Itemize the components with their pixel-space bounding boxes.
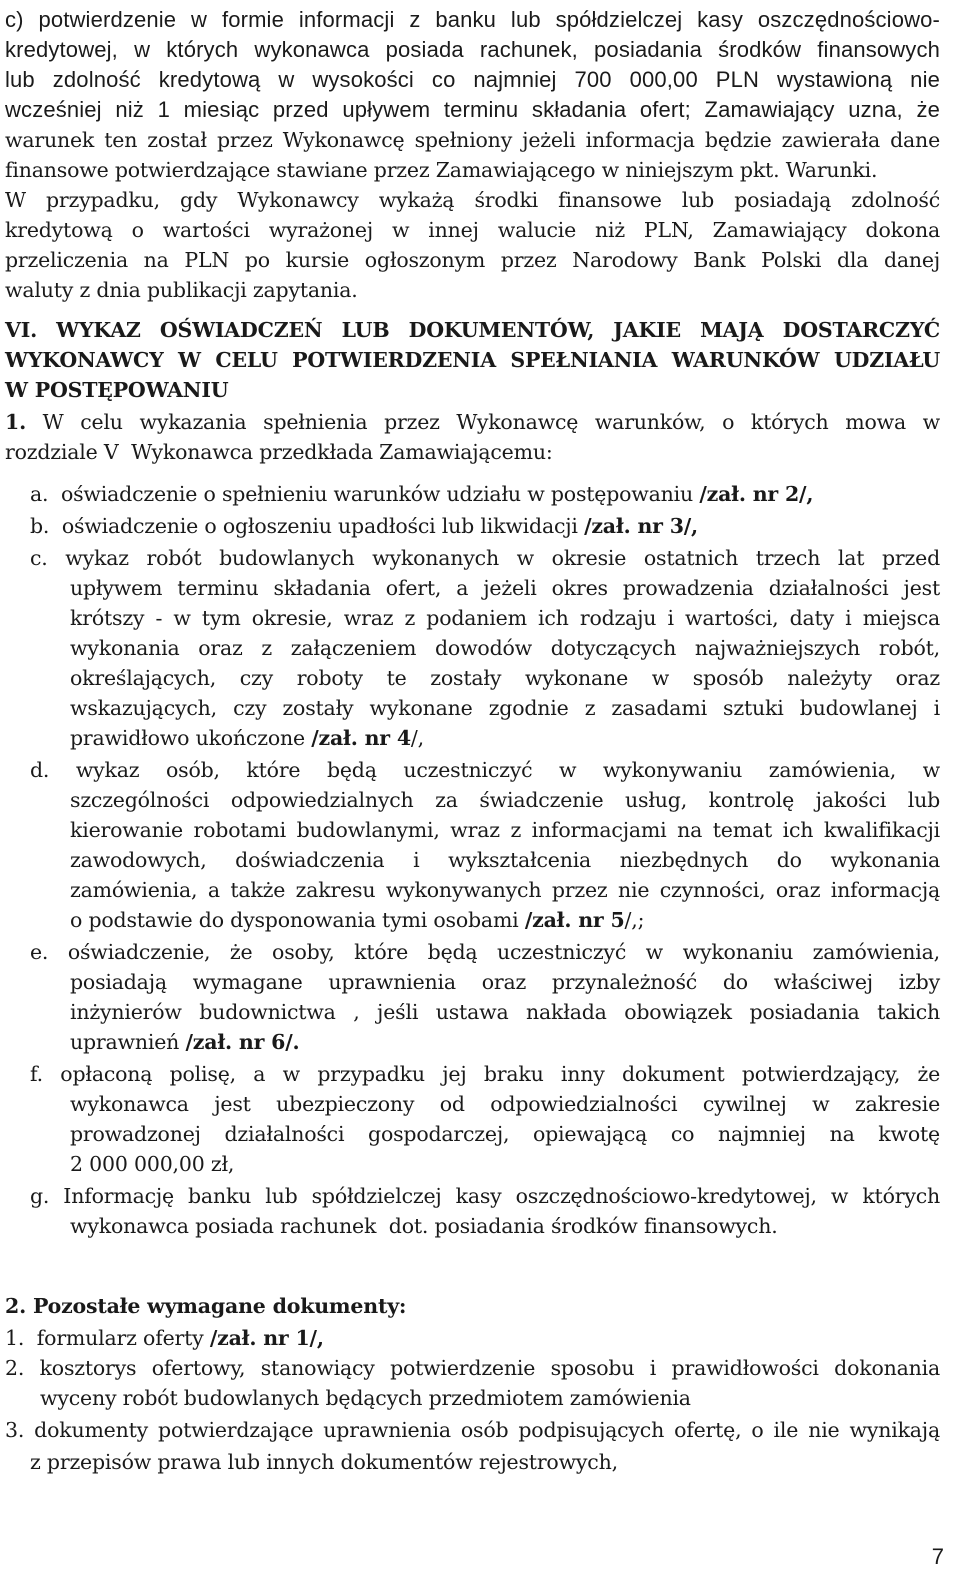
- text-line: [5, 245, 940, 275]
- text-line: [5, 215, 940, 245]
- line-text: o podstawie do dysponowania tymi osobami: [70, 908, 525, 932]
- text-line: [70, 905, 940, 935]
- line-text: z przepisów prawa lub innych dokumentów rejestrowych,: [30, 1450, 618, 1474]
- line-text: wykonawca posiada rachunek dot. posiadania środków finansowych.: [70, 1214, 778, 1238]
- line-text: inżynierów budownictwa , jeśli ustawa nakłada obowiązek posiadania takich: [70, 1000, 940, 1024]
- line-text: e. oświadczenie, że osoby, które będą uczestniczyć w wykonaniu zamówienia,: [30, 940, 940, 964]
- line-text: W przypadku, gdy Wykonawcy wykażą środki finansowe lub posiadają zdolność: [5, 188, 940, 212]
- line-text: zawodowych, doświadczenia i wykształcenia niezbędnych do wykonania: [70, 848, 940, 872]
- line-text: 2. kosztorys ofertowy, stanowiący potwierdzenie sposobu i prawidłowości dokonania: [5, 1356, 940, 1380]
- heading-line: [5, 375, 940, 405]
- line-suffix: /,;: [624, 908, 645, 932]
- text-line: [5, 407, 940, 437]
- text-line: [5, 1323, 940, 1353]
- line-text: wskazujących, czy zostały wykonane zgodnie z zasadami sztuki budowlanej i: [70, 696, 940, 720]
- text-line: [5, 35, 940, 65]
- text-line: [5, 65, 940, 95]
- line-text: wykonawca jest ubezpieczony od odpowiedzialności cywilnej w zakresie: [70, 1092, 940, 1116]
- text-line: [70, 633, 940, 663]
- text-line: [70, 603, 940, 633]
- text-line: [70, 573, 940, 603]
- line-text: b. oświadczenie o ogłoszeniu upadłości lub likwidacji: [30, 514, 585, 538]
- line-text: wyceny robót budowlanych będących przedmiotem zamówienia: [40, 1386, 691, 1410]
- text-line: [70, 815, 940, 845]
- text-line: [30, 511, 940, 541]
- line-text: lub zdolność kredytową w wysokości co najmniej 700 000,00 PLN wystawioną nie: [5, 67, 940, 92]
- page-number: 7: [931, 1544, 944, 1569]
- text-line: [5, 95, 940, 125]
- line-text: d. wykaz osób, które będą uczestniczyć w wykonywaniu zamówienia, w: [30, 758, 940, 782]
- text-line: [70, 1149, 940, 1179]
- heading-line: [5, 1291, 940, 1321]
- line-text: kredytowej, w których wykonawca posiada rachunek, posiadania środków finansowych: [5, 37, 940, 62]
- text-line: [70, 875, 940, 905]
- line-text: waluty z dnia publikacji zapytania.: [5, 278, 358, 302]
- line-text: wykonania oraz z załączeniem dowodów dotyczących najważniejszych robót,: [70, 636, 940, 660]
- text-line: [70, 1089, 940, 1119]
- line-text: krótszy - w tym okresie, wraz z podaniem ich rodzaju i wartości, daty i miejsca: [70, 606, 940, 630]
- line-text: 3. dokumenty potwierdzające uprawnienia osób podpisujących ofertę, o ile nie wynikają: [5, 1418, 940, 1442]
- line-text: szczególności odpowiedzialnych za świadczenie usług, kontrolę jakości lub: [70, 788, 940, 812]
- text-line: [70, 1119, 940, 1149]
- line-text: W celu wykazania spełnienia przez Wykonawcę warunków, o których mowa w: [26, 410, 940, 434]
- line-text: warunek ten został przez Wykonawcę spełniony jeżeli informacja będzie zawierała dane: [5, 128, 940, 152]
- heading-line: [5, 315, 940, 345]
- line-text: prawidłowo ukończone: [70, 726, 312, 750]
- line-text: przeliczenia na PLN po kursie ogłoszonym przez Narodowy Bank Polski dla danej: [5, 248, 940, 272]
- line-text: upływem terminu składania ofert, a jeżeli okres prowadzenia działalności jest: [70, 576, 940, 600]
- text-line: [5, 1415, 940, 1445]
- attachment-reference: /zał. nr 5: [524, 908, 625, 932]
- text-line: [30, 937, 940, 967]
- text-line: [5, 155, 940, 185]
- text-line: [30, 1181, 940, 1211]
- line-suffix: /,: [410, 726, 424, 750]
- text-line: [30, 1447, 940, 1477]
- item-number: 1.: [5, 410, 27, 434]
- text-line: [70, 1211, 940, 1241]
- text-line: [70, 663, 940, 693]
- text-line: [30, 1059, 940, 1089]
- line-text: f. opłaconą polisę, a w przypadku jej braku inny dokument potwierdzający, że: [30, 1062, 940, 1086]
- line-text: posiadają wymagane uprawnienia oraz przynależność do właściwej izby: [70, 970, 940, 994]
- text-line: [70, 845, 940, 875]
- text-line: [70, 723, 940, 753]
- attachment-reference: /zał. nr 6/.: [185, 1030, 300, 1054]
- text-line: [30, 755, 940, 785]
- line-text: kierowanie robotami budowlanymi, wraz z informacjami na temat ich kwalifikacji: [70, 818, 940, 842]
- text-line: [70, 785, 940, 815]
- line-text: a. oświadczenie o spełnieniu warunków udziału w postępowaniu: [30, 482, 700, 506]
- text-line: [70, 1027, 940, 1057]
- line-text: wcześniej niż 1 miesiąc przed upływem terminu składania ofert; Zamawiający uzna, że: [5, 97, 940, 122]
- line-text: uprawnień: [70, 1030, 186, 1054]
- text-line: [70, 693, 940, 723]
- line-text: g. Informację banku lub spółdzielczej kasy oszczędnościowo-kredytowej, w których: [30, 1184, 940, 1208]
- line-text: finansowe potwierdzające stawiane przez Zamawiającego w niniejszym pkt. Warunki.: [5, 158, 878, 182]
- text-line: [5, 5, 940, 35]
- line-text: rozdziale V Wykonawca przedkłada Zamawiającemu:: [5, 440, 553, 464]
- line-text: c) potwierdzenie w formie informacji z banku lub spółdzielczej kasy oszczędnościowo-: [5, 7, 940, 32]
- line-text: WYKONAWCY W CELU POTWIERDZENIA SPEŁNIANIA WARUNKÓW UDZIAŁU: [5, 348, 940, 372]
- line-text: kredytową o wartości wyrażonej w innej walucie niż PLN, Zamawiający dokona: [5, 218, 940, 242]
- text-line: [5, 275, 940, 305]
- heading-line: [5, 345, 940, 375]
- text-line: [30, 479, 940, 509]
- text-line: [5, 125, 940, 155]
- line-text: zamówienia, a także zakresu wykonywanych przez nie czynności, oraz informacją: [70, 878, 940, 902]
- attachment-reference: /zał. nr 4: [311, 726, 411, 750]
- attachment-reference: /zał. nr 2/,: [699, 482, 814, 506]
- line-text: 2. Pozostałe wymagane dokumenty:: [5, 1294, 407, 1318]
- line-text: 1. formularz oferty: [5, 1326, 210, 1350]
- text-line: [5, 185, 940, 215]
- line-text: VI. WYKAZ OŚWIADCZEŃ LUB DOKUMENTÓW, JAKIE MAJĄ DOSTARCZYĆ: [5, 318, 940, 342]
- line-text: określających, czy roboty te zostały wykonane w sposób należyty oraz: [70, 666, 940, 690]
- text-line: [40, 1383, 940, 1413]
- line-text: 2 000 000,00 zł,: [70, 1152, 235, 1176]
- line-text: c. wykaz robót budowlanych wykonanych w okresie ostatnich trzech lat przed: [30, 546, 940, 570]
- line-text: prowadzonej działalności gospodarczej, opiewającą co najmniej na kwotę: [70, 1122, 940, 1146]
- text-line: [70, 997, 940, 1027]
- attachment-reference: /zał. nr 3/,: [584, 514, 698, 538]
- text-line: [70, 967, 940, 997]
- text-line: [5, 1353, 940, 1383]
- attachment-reference: /zał. nr 1/,: [209, 1326, 324, 1350]
- text-line: [30, 543, 940, 573]
- line-text: W POSTĘPOWANIU: [5, 378, 229, 402]
- text-line: [5, 437, 940, 467]
